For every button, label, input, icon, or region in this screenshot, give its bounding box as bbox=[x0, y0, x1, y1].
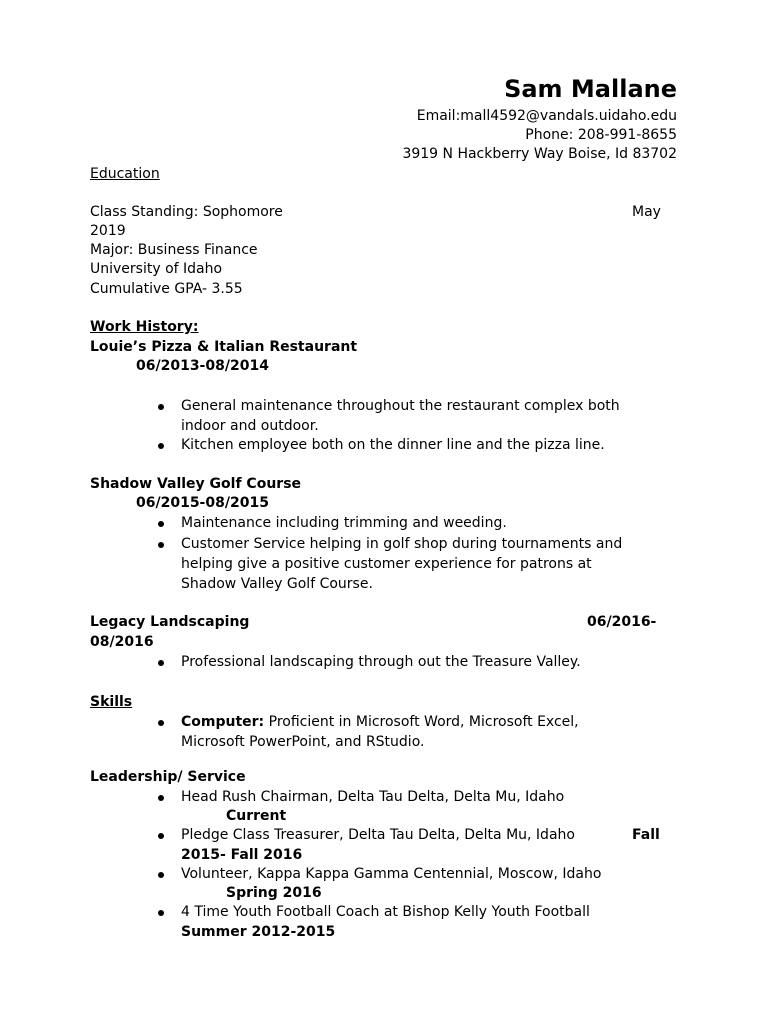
job-dates-legacy-end: 08/2016 bbox=[90, 634, 154, 650]
gpa: Cumulative GPA- 3.55 bbox=[90, 281, 243, 297]
class-standing: Class Standing: Sophomore bbox=[90, 204, 283, 220]
bullet-icon bbox=[158, 404, 164, 410]
job-bullet-line: helping give a positive customer experience for patrons at bbox=[181, 556, 592, 572]
leadership-item-date: Current bbox=[226, 808, 287, 824]
skills-heading: Skills bbox=[90, 694, 133, 710]
resume-name: Sam Mallane bbox=[504, 75, 677, 103]
job-bullet-line: Professional landscaping through out the Treasure Valley. bbox=[181, 654, 581, 670]
leadership-item-date-end: 2015- Fall 2016 bbox=[181, 847, 303, 863]
bullet-icon bbox=[158, 833, 164, 839]
graduation-month: May bbox=[632, 204, 661, 220]
education-heading: Education bbox=[90, 166, 160, 182]
job-bullet-line: General maintenance throughout the restaurant complex both bbox=[181, 398, 620, 414]
bullet-icon bbox=[158, 872, 164, 878]
contact-address: 3919 N Hackberry Way Boise, Id 83702 bbox=[402, 146, 677, 162]
skills-computer-line2: Microsoft PowerPoint, and RStudio. bbox=[181, 734, 425, 750]
bullet-icon bbox=[158, 521, 164, 527]
job-dates-legacy-start: 06/2016- bbox=[587, 614, 657, 630]
bullet-icon bbox=[158, 795, 164, 801]
major: Major: Business Finance bbox=[90, 242, 258, 258]
bullet-icon bbox=[158, 542, 164, 548]
contact-email: Email:mall4592@vandals.uidaho.edu bbox=[416, 108, 677, 124]
job-title-louies: Louie’s Pizza & Italian Restaurant bbox=[90, 339, 358, 355]
skills-computer-label: Computer: bbox=[181, 714, 265, 730]
leadership-item: Pledge Class Treasurer, Delta Tau Delta, Delta Mu, Idaho bbox=[181, 827, 575, 843]
leadership-item-date: Summer 2012-2015 bbox=[181, 924, 336, 940]
job-bullet-line: indoor and outdoor. bbox=[181, 418, 319, 434]
bullet-icon bbox=[158, 720, 164, 726]
job-dates-louies: 06/2013-08/2014 bbox=[136, 358, 269, 374]
bullet-icon bbox=[158, 910, 164, 916]
job-title-legacy: Legacy Landscaping bbox=[90, 614, 250, 630]
leadership-item: Volunteer, Kappa Kappa Gamma Centennial, Moscow, Idaho bbox=[181, 866, 602, 882]
contact-phone: Phone: 208-991-8655 bbox=[525, 127, 677, 143]
graduation-year: 2019 bbox=[90, 223, 126, 239]
skills-computer bbox=[181, 712, 579, 732]
job-bullet-line: Customer Service helping in golf shop during tournaments and bbox=[181, 536, 623, 552]
leadership-item: Head Rush Chairman, Delta Tau Delta, Delta Mu, Idaho bbox=[181, 789, 565, 805]
leadership-heading: Leadership/ Service bbox=[90, 769, 246, 785]
bullet-icon bbox=[158, 443, 164, 449]
leadership-item-date: Spring 2016 bbox=[226, 885, 322, 901]
job-bullet-line: Maintenance including trimming and weeding. bbox=[181, 515, 507, 531]
university: University of Idaho bbox=[90, 261, 223, 277]
job-bullet-line: Shadow Valley Golf Course. bbox=[181, 576, 373, 592]
work-history-heading: Work History: bbox=[90, 319, 199, 335]
skills-computer-text: Proficient in Microsoft Word, Microsoft Excel, bbox=[268, 714, 579, 730]
job-dates-shadow-valley: 06/2015-08/2015 bbox=[136, 495, 269, 511]
job-bullet-line: Kitchen employee both on the dinner line and the pizza line. bbox=[181, 437, 605, 453]
leadership-item-date-start: Fall bbox=[632, 827, 660, 843]
bullet-icon bbox=[158, 660, 164, 666]
job-title-shadow-valley: Shadow Valley Golf Course bbox=[90, 476, 302, 492]
leadership-item: 4 Time Youth Football Coach at Bishop Kelly Youth Football bbox=[181, 904, 590, 920]
